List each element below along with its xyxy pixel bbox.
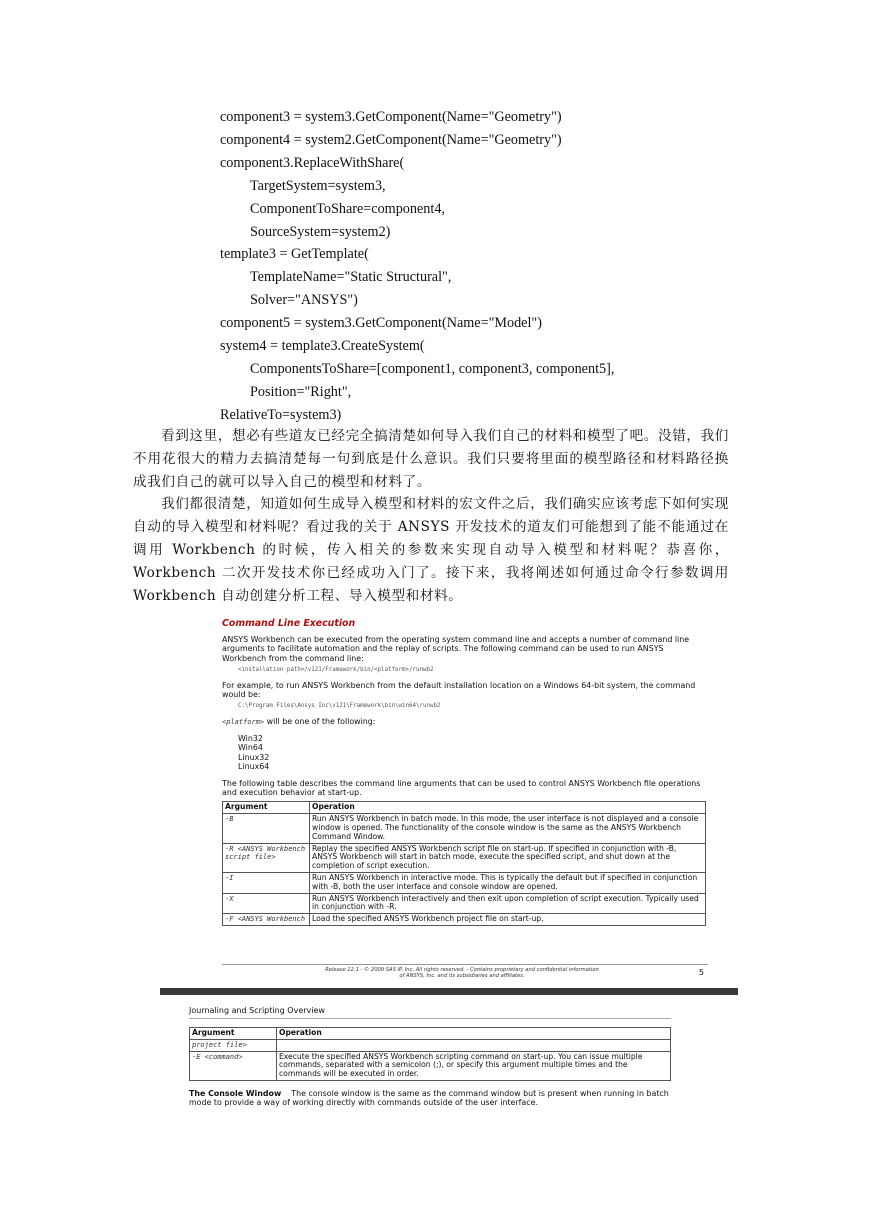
page-separator-bar xyxy=(160,988,738,995)
table-header-row xyxy=(190,1028,671,1040)
arguments-table xyxy=(222,801,706,926)
platform-arg: <platform> xyxy=(222,718,265,727)
platform-intro-text: will be one of the following: xyxy=(264,717,376,727)
header-operation: Operation xyxy=(277,1028,671,1040)
console-text: The console window is the same as the command window but is present when running in batch mode to provide a way of working directly with commands outside of the user interface. xyxy=(189,1088,669,1108)
console-title: The Console Window xyxy=(189,1088,282,1098)
op-cell: Execute the specified ANSYS Workbench scripting command on start-up. You can issue multiple commands, separated with a semicolon (;), or specify this argument multiple times and the commands will be executed in order. xyxy=(277,1051,671,1080)
embedded-doc-screenshot-2 xyxy=(189,1006,671,1108)
table-header-row xyxy=(223,802,706,814)
doc-heading: Command Line Execution xyxy=(222,618,356,629)
arg-cell: -R <ANSYS Workbench script file> xyxy=(223,843,310,872)
paragraph-2: 我们都很清楚，知道如何生成导入模型和材料的宏文件之后，我们确实应该考虑下如何实现自动的导入模型和材料呢？看过我的关于 ANSYS 开发技术的道友们可能想到了能不能通过在调用 Workbench 的时候，传入相关的参数来实现自动导入模型和材料呢？恭喜你，Workbench 二次开发技术你已经成功入门了。接下来，我将阐述如何通过命令行参数调用 Workbench 自动创建分析工程、导入模型和材料。 xyxy=(133,496,729,604)
code-line: TargetSystem=system3, xyxy=(250,177,386,194)
body-text xyxy=(133,425,729,607)
op-cell: Run ANSYS Workbench in batch mode. In this mode, the user interface is not displayed and a console window is opened. The functionality of the console window is the same as the ANSYS Workbench Command Window. xyxy=(310,814,706,843)
arg-cell: -X xyxy=(223,893,310,914)
doc-platform-intro xyxy=(222,717,708,727)
op-cell: Load the specified ANSYS Workbench project file on start-up. xyxy=(310,914,706,926)
doc2-header: Journaling and Scripting Overview xyxy=(189,1006,671,1019)
code-line: Solver="ANSYS") xyxy=(250,292,358,309)
footer-text: Release 12.1 - © 2009 SAS IP, Inc. All rights reserved. - Contains proprietary and confidential information of ANSYS, Inc. and its subsidiaries and affiliates. xyxy=(325,967,599,979)
code-line: component4 = system2.GetComponent(Name="Geometry") xyxy=(220,131,562,148)
op-cell: Run ANSYS Workbench in interactive mode. This is typically the default but if specified in conjunction with -B, both the user interface and console window are opened. xyxy=(310,872,706,893)
doc-path-1: <installation path>/v121/Framework/bin/<platform>/runwb2 xyxy=(238,666,434,673)
platform-item: Linux32 xyxy=(238,752,270,762)
doc-footer xyxy=(222,964,708,979)
code-line: component3 = system3.GetComponent(Name="Geometry") xyxy=(220,109,562,125)
doc-table-intro: The following table describes the command line arguments that can be used to control ANSYS Workbench file operations and execution behavior at start-up. xyxy=(222,778,701,798)
code-line: template3 = GetTemplate( xyxy=(220,246,369,263)
code-line: SourceSystem=system2) xyxy=(250,223,391,240)
code-block xyxy=(220,106,614,427)
code-line: system4 = template3.CreateSystem( xyxy=(220,338,425,355)
table-row xyxy=(223,893,706,914)
embedded-doc-screenshot xyxy=(222,618,708,926)
arguments-table-continued xyxy=(189,1027,671,1081)
header-operation: Operation xyxy=(310,802,706,814)
paragraph-1: 看到这里，想必有些道友已经完全搞清楚如何导入我们自己的材料和模型了吧。没错，我们不用花很大的精力去搞清楚每一句到底是什么意识。我们只要将里面的模型路径和材料路径换成我们自己的就可以导入自己的模型和材料了。 xyxy=(133,428,729,490)
op-cell xyxy=(277,1039,671,1051)
console-window-section xyxy=(189,1089,671,1108)
code-line: ComponentsToShare=[component1, component3, component5], xyxy=(250,360,615,377)
code-line: component3.ReplaceWithShare( xyxy=(220,154,405,171)
table-row xyxy=(223,814,706,843)
table-row xyxy=(223,843,706,872)
arg-cell: -E <command> xyxy=(190,1051,277,1080)
code-line: TemplateName="Static Structural", xyxy=(250,269,452,286)
platform-item: Win64 xyxy=(238,743,263,753)
page-number: 5 xyxy=(698,968,704,977)
code-line: Position="Right", xyxy=(250,383,352,400)
arg-cell: project file> xyxy=(190,1039,277,1051)
table-row xyxy=(223,872,706,893)
doc-example: For example, to run ANSYS Workbench from the default installation location on a Windows 64-bit system, the command would be: xyxy=(222,680,696,700)
table-row xyxy=(190,1051,671,1080)
header-argument: Argument xyxy=(223,802,310,814)
doc-path-2: C:\Program Files\Ansys Inc\v121\Framework\bin\win64\runwb2 xyxy=(238,703,441,710)
arg-cell: -I xyxy=(223,872,310,893)
code-line: RelativeTo=system3) xyxy=(220,406,342,423)
doc-intro: ANSYS Workbench can be executed from the operating system command line and accepts a number of command line arguments to facilitate automation and the replay of scripts. The following command can be used to run ANSYS Workbench from the command line: xyxy=(222,635,690,663)
platform-list xyxy=(238,734,708,772)
code-line: ComponentToShare=component4, xyxy=(250,200,445,217)
arg-cell: -B xyxy=(223,814,310,843)
platform-item: Win32 xyxy=(238,733,263,743)
op-cell: Replay the specified ANSYS Workbench script file on start-up. If specified in conjunction with -B, ANSYS Workbench will start in batch mode, execute the specified script, and shut down at the completion of script execution. xyxy=(310,843,706,872)
platform-item: Linux64 xyxy=(238,762,270,772)
code-line: component5 = system3.GetComponent(Name="Model") xyxy=(220,315,542,332)
op-cell: Run ANSYS Workbench interactively and then exit upon completion of script execution. Typically used in conjunction with -R. xyxy=(310,893,706,914)
header-argument: Argument xyxy=(190,1028,277,1040)
arg-cell: -F <ANSYS Workbench xyxy=(223,914,310,926)
table-row xyxy=(190,1039,671,1051)
table-row xyxy=(223,914,706,926)
